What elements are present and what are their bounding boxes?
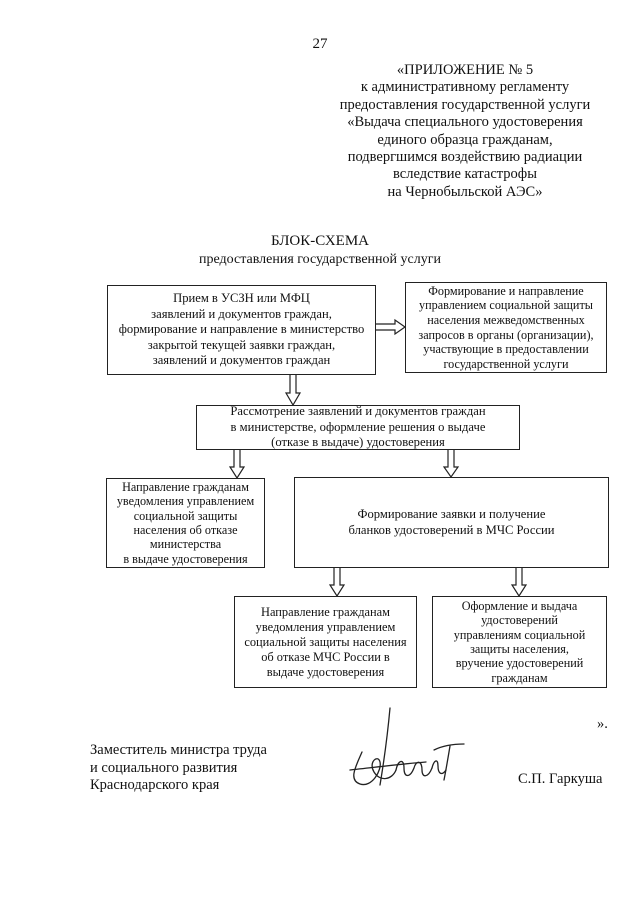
- box-text: уведомления управлением: [255, 619, 396, 634]
- box-text: бланков удостоверений в МЧС России: [348, 522, 555, 537]
- box-issuance: [432, 596, 607, 688]
- box-text: Оформление и выдача: [461, 599, 578, 614]
- box-text: в выдаче удостоверения: [123, 551, 248, 566]
- header-line: к административному регламенту: [360, 79, 570, 96]
- box-text: закрытой текущей заявки граждан,: [147, 337, 336, 352]
- box-text: населения об отказе: [133, 523, 238, 537]
- box-text: Рассмотрение заявлений и документов граждан: [230, 404, 486, 419]
- position-line: Краснодарского края: [90, 777, 220, 794]
- box-reception: [107, 285, 376, 375]
- flowchart-title: БЛОК-СХЕМА: [270, 233, 370, 249]
- header-line: подвергшимся воздействию радиации: [347, 149, 583, 166]
- header-line: единого образца гражданам,: [377, 131, 553, 148]
- box-text: социальной защиты: [133, 508, 238, 523]
- box-mchs-request: [294, 477, 609, 568]
- box-text: Направление гражданам: [122, 479, 249, 494]
- box-text: вручение удостоверений: [455, 656, 584, 671]
- handwritten-signature: [330, 700, 480, 795]
- box-text: заявлений и документов граждан: [152, 353, 331, 368]
- box-ministry-refusal: [106, 478, 265, 568]
- box-text: управлениям социальной: [453, 627, 586, 642]
- box-text: Формирование и направление: [428, 283, 584, 298]
- header-line: «ПРИЛОЖЕНИЕ № 5: [396, 62, 534, 78]
- box-text: об отказе МЧС России в: [261, 649, 390, 664]
- closing-quote: ».: [597, 716, 608, 732]
- box-text: (отказе в выдаче) удостоверения: [271, 435, 445, 450]
- box-text: запросов в органы (организации),: [418, 327, 594, 342]
- position-line: Заместитель министра труда: [90, 742, 267, 758]
- box-review: [196, 405, 520, 450]
- arrow-down: [330, 567, 344, 596]
- box-text: гражданам: [491, 670, 548, 685]
- arrow-down: [444, 449, 458, 477]
- box-mchs-refusal: [234, 596, 417, 688]
- arrow-down: [230, 449, 244, 478]
- box-text: государственной услуги: [443, 356, 569, 371]
- header-line: вследствие катастрофы: [393, 166, 537, 183]
- box-text: выдаче удостоверения: [266, 664, 385, 679]
- box-text: участвующие в предоставлении: [423, 342, 589, 357]
- box-interagency: [405, 282, 607, 373]
- box-text: населения межведомственных: [427, 312, 585, 327]
- box-text: социальной защиты населения: [244, 634, 407, 649]
- box-text: управлением социальной защиты: [419, 298, 593, 313]
- box-text: Формирование заявки и получение: [357, 507, 546, 522]
- page-number: 27: [312, 36, 328, 52]
- box-text: Прием в УСЗН или МФЦ: [173, 291, 310, 306]
- box-text: министерства: [149, 537, 222, 552]
- signatory-name: С.П. Гаркуша: [518, 771, 603, 787]
- position-line: и социального развития: [90, 759, 238, 776]
- box-text: заявлений и документов граждан,: [151, 306, 332, 321]
- signatory-position: [90, 742, 267, 795]
- arrow-down: [286, 374, 300, 405]
- arrow-down: [512, 567, 526, 596]
- flowchart-subtitle: предоставления государственной услуги: [199, 252, 441, 267]
- box-text: формирование и направление в министерство: [118, 322, 365, 337]
- header-line: на Чернобыльской АЭС»: [387, 183, 543, 200]
- header-line: «Выдача специального удостоверения: [347, 114, 583, 131]
- box-text: защиты населения,: [470, 642, 569, 656]
- arrow-right: [375, 320, 405, 334]
- box-text: Направление гражданам: [261, 604, 390, 619]
- box-text: в министерстве, оформление решения о выдаче: [230, 419, 486, 434]
- box-text: уведомления управлением: [116, 494, 255, 509]
- header-line: предоставления государственной услуги: [339, 96, 591, 113]
- box-text: удостоверений: [481, 613, 558, 628]
